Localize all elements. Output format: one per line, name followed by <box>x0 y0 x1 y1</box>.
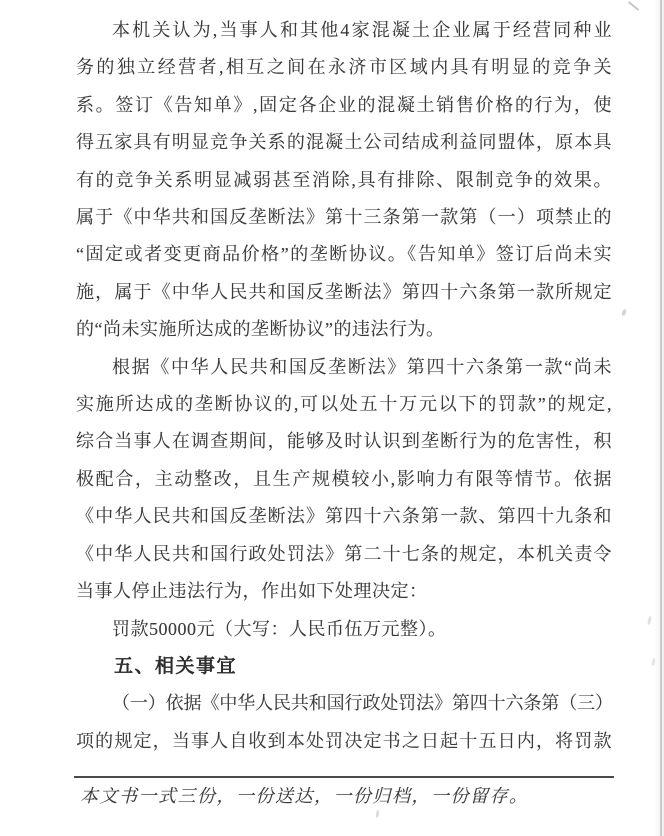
document-line: 极配合，主动整改，且生产规模较小,影响力有限等情节。依据 <box>76 468 612 489</box>
document-body <box>76 12 612 760</box>
section-heading: 五、相关事宜 <box>114 655 238 677</box>
footer-note: 本文书一式三份，一份送达，一份归档，一份留存。 <box>80 786 529 806</box>
scan-speck <box>647 616 652 625</box>
document-line: 根据《中华人民共和国反垄断法》第四十六条第一款“尚未 <box>112 356 612 377</box>
document-line: 系。签订《告知单》,固定各企业的混凝土销售价格的行为，使 <box>76 94 612 115</box>
penalty-amount-line: 罚款50000元（大写：人民币伍万元整）。 <box>112 618 447 639</box>
document-line: （一）依据《中华人民共和国行政处罚法》第四十六条第（三） <box>112 693 612 714</box>
scan-edge-line <box>660 0 662 836</box>
footer-divider <box>74 776 614 778</box>
scan-corner-artifact <box>628 1 639 11</box>
document-line: 属于《中华共和国反垄断法》第十三条第一款第（一）项禁止的 <box>76 207 612 228</box>
document-line: 得五家具有明显竞争关系的混凝土公司结成利益同盟体，原本具 <box>76 132 612 153</box>
document-line: 项的规定，当事人自收到本处罚决定书之日起十五日内，将罚款 <box>76 730 612 751</box>
document-line: “固定或者变更商品价格”的垄断协议。《告知单》签订后尚未实 <box>76 244 612 265</box>
document-line: 施，属于《中华人民共和国反垄断法》第四十六条第一款所规定 <box>76 281 612 302</box>
scan-edge-shade <box>654 0 664 836</box>
scan-speck <box>375 810 379 818</box>
document-line: 实施所达成的垄断协议的,可以处五十万元以下的罚款”的规定, <box>76 394 612 415</box>
document-line: 《中华人民共和国行政处罚法》第二十七条的规定，本机关责令 <box>76 543 612 564</box>
document-line: 务的独立经营者,相互之间在永济市区域内具有明显的竞争关 <box>76 57 612 78</box>
document-line: 《中华人民共和国反垄断法》第四十六条第一款、第四十九条和 <box>76 506 612 527</box>
document-line: 本机关认为,当事人和其他4家混凝土企业属于经营同种业 <box>112 20 612 40</box>
document-line: 综合当事人在调查期间，能够及时认识到垄断行为的危害性，积 <box>76 431 612 452</box>
document-line: 当事人停止违法行为，作出如下处理决定： <box>76 581 428 602</box>
scan-speck <box>621 309 627 317</box>
document-line: 有的竞争关系明显减弱甚至消除,具有排除、限制竞争的效果。 <box>76 169 612 190</box>
document-line: 的“尚未实施所达成的垄断协议”的违法行为。 <box>76 319 445 340</box>
